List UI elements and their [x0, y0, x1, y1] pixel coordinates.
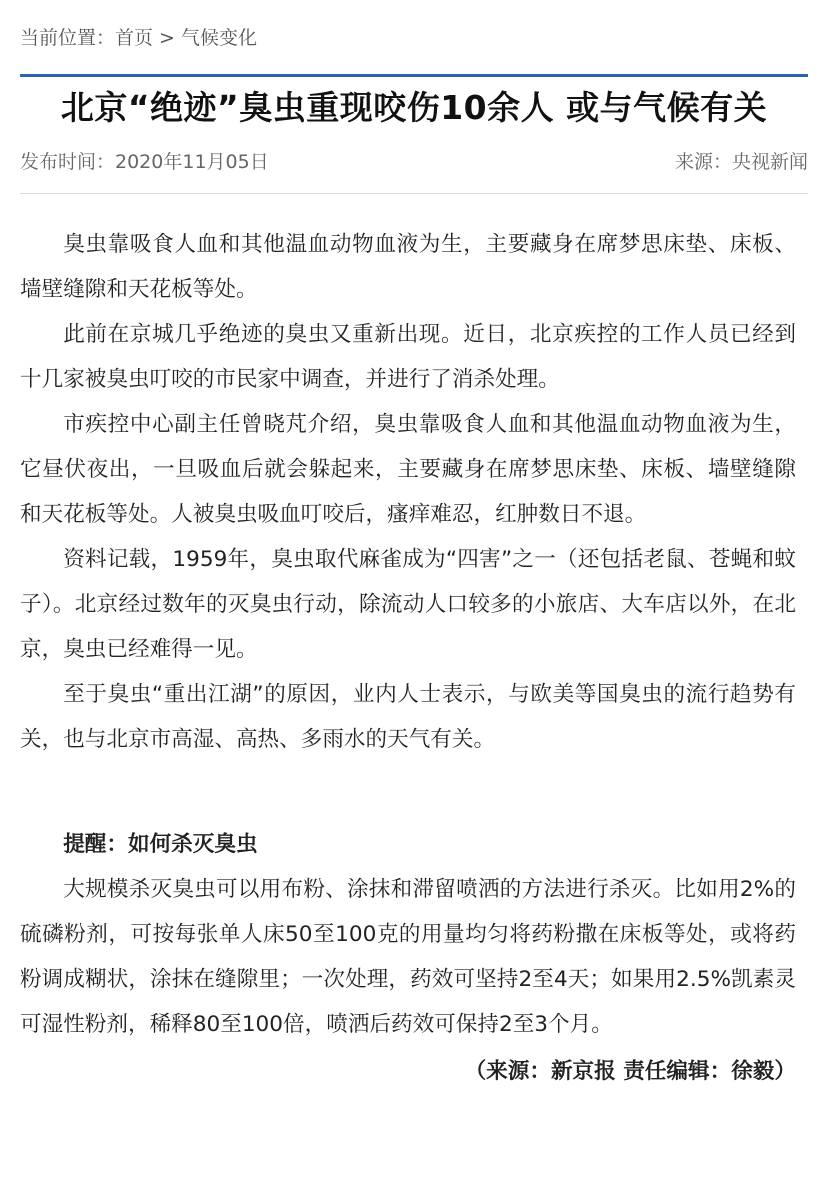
- meta-divider: [20, 193, 808, 194]
- article-credit: （来源：新京报 责任编辑：徐毅）: [464, 1059, 796, 1084]
- body-paragraph: 臭虫靠吸食人血和其他温血动物血液为生，主要藏身在席梦思床垫、床板、墙壁缝隙和天花板等处。: [20, 232, 796, 302]
- body-paragraph: 至于臭虫“重出江湖”的原因，业内人士表示，与欧美等国臭虫的流行趋势有关，也与北京市高湿、高热、多雨水的天气有关。: [20, 682, 796, 752]
- article-body: [20, 222, 796, 1094]
- breadcrumb-prefix: 当前位置：: [20, 27, 116, 49]
- article-meta: [20, 148, 808, 176]
- breadcrumb: [20, 24, 257, 52]
- body-paragraph: 资料记载，1959年，臭虫取代麻雀成为“四害”之一（还包括老鼠、苍蝇和蚊子）。北京经过数年的灭臭虫行动，除流动人口较多的小旅店、大车店以外，在北京，臭虫已经难得一见。: [20, 547, 796, 662]
- tip-paragraph: 大规模杀灭臭虫可以用布粉、涂抹和滞留喷洒的方法进行杀灭。比如用2%的硫磷粉剂，可按每张单人床50至100克的用量均匀将药粉撒在床板等处，或将药粉调成糊状，涂抹在缝隙里；一次处理，药效可坚持2至4天；如果用2.5%凯素灵可湿性粉剂，稀释80至100倍，喷洒后药效可保持2至3个月。: [20, 877, 796, 1037]
- breadcrumb-category-link[interactable]: 气候变化: [180, 27, 257, 49]
- article-title: 北京“绝迹”臭虫重现咬伤10余人 或与气候有关: [60, 88, 768, 127]
- body-paragraph: 市疾控中心副主任曾晓芃介绍，臭虫靠吸食人血和其他温血动物血液为生，它昼伏夜出，一旦吸血后就会躲起来，主要藏身在席梦思床垫、床板、墙壁缝隙和天花板等处。人被臭虫吸血叮咬后，瘙痒难忍，红肿数日不退。: [20, 412, 796, 527]
- article-source: 来源：央视新闻: [674, 151, 808, 173]
- tip-heading: 提醒：如何杀灭臭虫: [63, 832, 258, 857]
- paragraph-spacer: [20, 762, 796, 807]
- body-paragraph: 此前在京城几乎绝迹的臭虫又重新出现。近日，北京疾控的工作人员已经到十几家被臭虫叮咬的市民家中调查，并进行了消杀处理。: [20, 322, 796, 392]
- title-accent-rule: [20, 74, 808, 77]
- breadcrumb-home-link[interactable]: 首页: [115, 27, 154, 49]
- publish-date: 发布时间：2020年11月05日: [20, 151, 269, 173]
- breadcrumb-separator: >: [159, 27, 175, 49]
